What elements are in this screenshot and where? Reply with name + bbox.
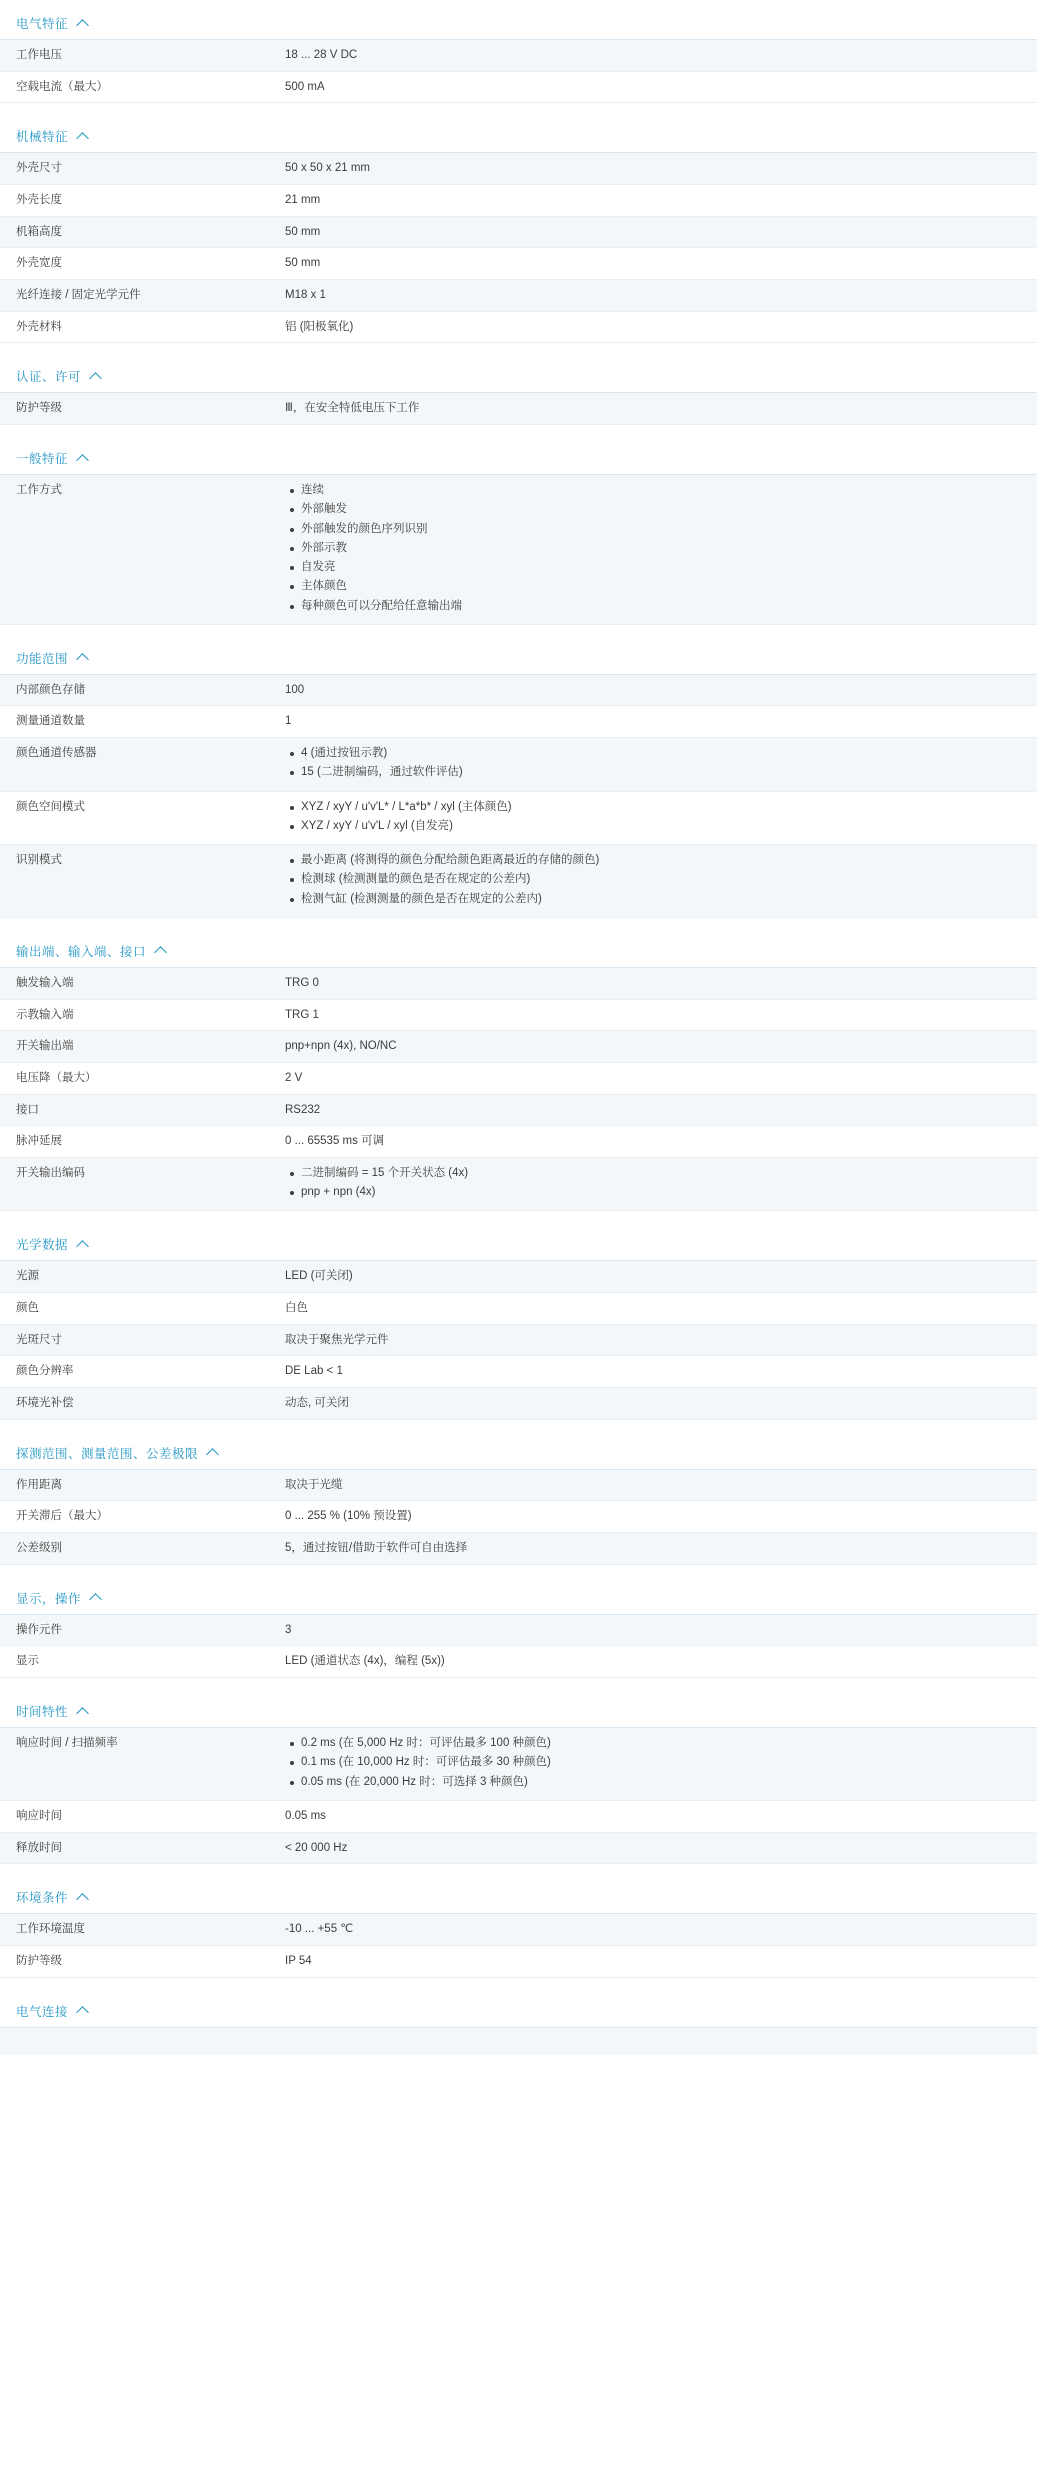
section-header-toggle[interactable]	[0, 113, 1037, 153]
spec-value: DE Lab < 1	[285, 1365, 343, 1378]
spec-value-list	[285, 482, 1021, 617]
spec-label: 识别模式	[16, 854, 62, 867]
spec-value-list-item: 15 (二进制编码，通过软件评估)	[301, 764, 1021, 783]
spec-label: 工作方式	[16, 484, 62, 497]
section-gap	[0, 425, 1037, 435]
spec-value-list-item: pnp + npn (4x)	[301, 1184, 1021, 1203]
spec-row	[0, 706, 1037, 738]
spec-row	[0, 1126, 1037, 1158]
spec-value: 白色	[285, 1302, 308, 1315]
spec-value: 取决于聚焦光学元件	[285, 1333, 389, 1346]
spec-value-list-item: 每种颜色可以分配给任意输出端	[301, 598, 1021, 617]
spec-value: 0.05 ms	[285, 1809, 326, 1822]
spec-label: 工作环境温度	[16, 1923, 85, 1936]
spec-value-list-item: 外部示教	[301, 540, 1021, 559]
spec-row	[0, 845, 1037, 918]
spec-row	[0, 1031, 1037, 1063]
spec-row	[0, 675, 1037, 707]
spec-value	[285, 1158, 1037, 1211]
spec-label: 示教输入端	[16, 1008, 74, 1021]
spec-value: < 20 000 Hz	[285, 1841, 348, 1854]
spec-value-list-item: 自发亮	[301, 559, 1021, 578]
spec-row	[0, 1615, 1037, 1647]
spec-label: 外壳尺寸	[16, 162, 62, 175]
chevron-up-icon[interactable]	[90, 1591, 103, 1604]
spec-value-list-item: 外部触发	[301, 501, 1021, 520]
spec-value: TRG 0	[285, 976, 319, 989]
spec-row	[0, 1801, 1037, 1833]
section-header-toggle[interactable]	[0, 1430, 1037, 1470]
section-header-toggle[interactable]	[0, 1988, 1037, 2028]
spec-value: TRG 1	[285, 1008, 319, 1021]
section-gap	[0, 1420, 1037, 1430]
chevron-up-icon[interactable]	[77, 1891, 90, 1904]
spec-label: 操作元件	[16, 1623, 62, 1636]
spec-value: 1	[285, 715, 292, 728]
spec-label: 作用距离	[16, 1478, 62, 1491]
spec-section	[0, 1988, 1037, 2054]
spec-value-list-item: 最小距离 (将测得的颜色分配给颜色距离最近的存储的颜色)	[301, 852, 1021, 871]
spec-value-list	[285, 799, 1021, 838]
spec-value: 取决于光缆	[285, 1478, 343, 1491]
spec-label: 触发输入端	[16, 976, 74, 989]
spec-section	[0, 1874, 1037, 1977]
section-title: 一般特征	[16, 452, 69, 467]
spec-label: 颜色分辨率	[16, 1365, 74, 1378]
chevron-up-icon[interactable]	[77, 130, 90, 143]
spec-value: 50 mm	[285, 257, 321, 270]
spec-label: 外壳材料	[16, 320, 62, 333]
spec-row	[0, 1356, 1037, 1388]
chevron-up-icon[interactable]	[77, 2004, 90, 2017]
spec-value-list-item: XYZ / xyY / u'v'L / xyl (自发亮)	[301, 818, 1021, 837]
spec-value: pnp+npn (4x), NO/NC	[285, 1040, 397, 1053]
spec-value-list-item: 二进制编码 = 15 个开关状态 (4x)	[301, 1165, 1021, 1184]
spec-label: 显示	[16, 1655, 39, 1668]
chevron-up-icon[interactable]	[90, 370, 103, 383]
spec-row	[0, 1158, 1037, 1212]
spec-value-list	[285, 745, 1021, 784]
spec-row	[0, 312, 1037, 344]
spec-label: 电压降（最大）	[16, 1071, 97, 1084]
spec-value: 18 ... 28 V DC	[285, 49, 358, 61]
spec-row	[0, 1293, 1037, 1325]
spec-row	[0, 72, 1037, 104]
spec-value	[285, 1728, 1037, 1800]
section-gap	[0, 1211, 1037, 1221]
section-title: 探测范围、测量范围、公差极限	[16, 1446, 199, 1461]
spec-value: 0 ... 65535 ms 可调	[285, 1135, 385, 1148]
chevron-up-icon[interactable]	[77, 651, 90, 664]
section-title: 电气连接	[16, 2004, 69, 2019]
section-title: 显示，操作	[16, 1591, 82, 1606]
spec-value-list-item: 检测气缸 (检测测量的颜色是否在规定的公差内)	[301, 891, 1021, 910]
spec-label: 机箱高度	[16, 225, 62, 238]
spec-value-list-item: 主体颜色	[301, 578, 1021, 597]
section-gap	[0, 625, 1037, 635]
section-gap	[0, 1978, 1037, 1988]
section-header-toggle[interactable]	[0, 1874, 1037, 1914]
spec-value	[285, 475, 1037, 624]
spec-value: 铝 (阳极氧化)	[285, 320, 354, 333]
spec-value: M18 x 1	[285, 289, 326, 302]
section-header-toggle[interactable]	[0, 353, 1037, 393]
chevron-up-icon[interactable]	[77, 1238, 90, 1251]
spec-label: 测量通道数量	[16, 715, 85, 728]
section-title: 机械特征	[16, 130, 69, 145]
spec-row	[0, 1325, 1037, 1357]
spec-value-list	[285, 1735, 1021, 1793]
spec-value-list-item: 检测球 (检测测量的颜色是否在规定的公差内)	[301, 871, 1021, 890]
spec-label: 防护等级	[16, 402, 62, 415]
spec-label: 光斑尺寸	[16, 1333, 62, 1346]
spec-label: 公差级别	[16, 1542, 62, 1555]
section-title: 光学数据	[16, 1238, 69, 1253]
spec-row	[0, 1470, 1037, 1502]
spec-value-list	[285, 1165, 1021, 1204]
spec-value: LED (可关闭)	[285, 1270, 353, 1283]
spec-row	[0, 1533, 1037, 1565]
spec-value-list-item: 0.05 ms (在 20,000 Hz 时：可选择 3 种颜色)	[301, 1774, 1021, 1793]
spec-value: 50 x 50 x 21 mm	[285, 162, 371, 175]
spec-row	[0, 1946, 1037, 1978]
spec-label: 内部颜色存储	[16, 683, 85, 696]
spec-value-list	[285, 852, 1021, 910]
spec-value: LED (通道状态 (4x)，编程 (5x))	[285, 1655, 445, 1668]
section-title: 认证、许可	[16, 370, 82, 385]
section-title: 输出端、输入端、接口	[16, 944, 147, 959]
spec-value: 21 mm	[285, 194, 321, 207]
spec-label: 环境光补偿	[16, 1397, 74, 1410]
spec-value: Ⅲ，在安全特低电压下工作	[285, 402, 420, 415]
spec-value	[285, 2028, 1037, 2042]
spec-label: 防护等级	[16, 1954, 62, 1967]
chevron-up-icon[interactable]	[207, 1446, 220, 1459]
spec-value-list-item: 外部触发的颜色序列识别	[301, 521, 1021, 540]
spec-label: 颜色通道传感器	[16, 747, 97, 760]
spec-row	[0, 792, 1037, 846]
chevron-up-icon[interactable]	[77, 17, 90, 30]
spec-value: 5，通过按钮/借助于软件可自由选择	[285, 1542, 468, 1555]
spec-label: 响应时间	[16, 1809, 62, 1822]
section-header-toggle[interactable]	[0, 1688, 1037, 1728]
spec-row	[0, 1914, 1037, 1946]
spec-row	[0, 280, 1037, 312]
spec-value-list-item: 0.1 ms (在 10,000 Hz 时：可评估最多 30 种颜色)	[301, 1754, 1021, 1773]
spec-label: 光源	[16, 1270, 39, 1283]
spec-value	[285, 738, 1037, 791]
section-gap	[0, 343, 1037, 353]
spec-section	[0, 1575, 1037, 1678]
spec-row	[0, 40, 1037, 72]
spec-section	[0, 435, 1037, 625]
spec-value	[285, 792, 1037, 845]
section-title: 时间特性	[16, 1705, 69, 1720]
spec-row	[0, 248, 1037, 280]
section-gap	[0, 1565, 1037, 1575]
spec-row	[0, 1000, 1037, 1032]
spec-row	[0, 968, 1037, 1000]
spec-label: 脉冲延展	[16, 1135, 62, 1148]
spec-row	[0, 1501, 1037, 1533]
spec-value: 0 ... 255 % (10% 预设置)	[285, 1510, 412, 1523]
spec-row	[0, 1095, 1037, 1127]
spec-row	[0, 1646, 1037, 1678]
spec-row	[0, 1833, 1037, 1865]
chevron-up-icon[interactable]	[77, 452, 90, 465]
section-title: 环境条件	[16, 1891, 69, 1906]
spec-row	[0, 393, 1037, 425]
spec-label: 外壳宽度	[16, 257, 62, 270]
spec-section	[0, 1430, 1037, 1565]
section-header-toggle[interactable]	[0, 1575, 1037, 1615]
spec-row	[0, 217, 1037, 249]
spec-label: 开关滞后（最大）	[16, 1510, 108, 1523]
spec-label: 工作电压	[16, 49, 62, 61]
spec-label: 接口	[16, 1103, 39, 1116]
spec-value-list-item: XYZ / xyY / u'v'L* / L*a*b* / xyl (主体颜色)	[301, 799, 1021, 818]
section-gap	[0, 103, 1037, 113]
section-gap	[0, 918, 1037, 928]
spec-label: 颜色	[16, 1302, 39, 1315]
section-header-toggle[interactable]	[0, 435, 1037, 475]
spec-section	[0, 928, 1037, 1212]
spec-section	[0, 635, 1037, 918]
spec-label: 释放时间	[16, 1841, 62, 1854]
chevron-up-icon[interactable]	[77, 1705, 90, 1718]
spec-value-list-item: 0.2 ms (在 5,000 Hz 时：可评估最多 100 种颜色)	[301, 1735, 1021, 1754]
spec-value-list-item: 4 (通过按钮示教)	[301, 745, 1021, 764]
spec-value: IP 54	[285, 1954, 312, 1967]
spec-row	[0, 153, 1037, 185]
spec-section	[0, 353, 1037, 425]
spec-label: 光纤连接 / 固定光学元件	[16, 289, 141, 302]
spec-row	[0, 2028, 1037, 2054]
spec-label: 开关输出端	[16, 1040, 74, 1053]
spec-section	[0, 113, 1037, 343]
spec-label: 颜色空间模式	[16, 800, 85, 813]
spec-section	[0, 1221, 1037, 1419]
spec-value: -10 ... +55 ℃	[285, 1923, 354, 1936]
section-header-toggle[interactable]	[0, 0, 1037, 40]
spec-value: RS232	[285, 1103, 321, 1116]
spec-label: 开关输出编码	[16, 1166, 85, 1179]
spec-value: 3	[285, 1623, 292, 1636]
spec-row	[0, 1728, 1037, 1801]
spec-label	[0, 2028, 285, 2042]
spec-row	[0, 1261, 1037, 1293]
spec-row	[0, 738, 1037, 792]
section-gap	[0, 1678, 1037, 1688]
section-title: 电气特征	[16, 17, 69, 31]
spec-label: 外壳长度	[16, 194, 62, 207]
spec-row	[0, 185, 1037, 217]
section-title: 功能范围	[16, 651, 69, 666]
spec-row	[0, 1388, 1037, 1420]
spec-value: 500 mA	[285, 80, 325, 93]
section-header-toggle[interactable]	[0, 1221, 1037, 1261]
section-header-toggle[interactable]	[0, 928, 1037, 968]
spec-row	[0, 475, 1037, 625]
chevron-up-icon[interactable]	[155, 944, 168, 957]
spec-row	[0, 1063, 1037, 1095]
spec-value-list-item: 连续	[301, 482, 1021, 501]
spec-label: 空载电流（最大）	[16, 80, 108, 93]
spec-section	[0, 0, 1037, 103]
spec-value	[285, 845, 1037, 917]
spec-value: 50 mm	[285, 225, 321, 238]
spec-label: 响应时间 / 扫描频率	[16, 1737, 118, 1750]
spec-section	[0, 1688, 1037, 1864]
spec-value: 2 V	[285, 1071, 303, 1084]
section-gap	[0, 1864, 1037, 1874]
spec-value: 100	[285, 683, 305, 696]
spec-value: 动态, 可关闭	[285, 1397, 349, 1410]
section-header-toggle[interactable]	[0, 635, 1037, 675]
